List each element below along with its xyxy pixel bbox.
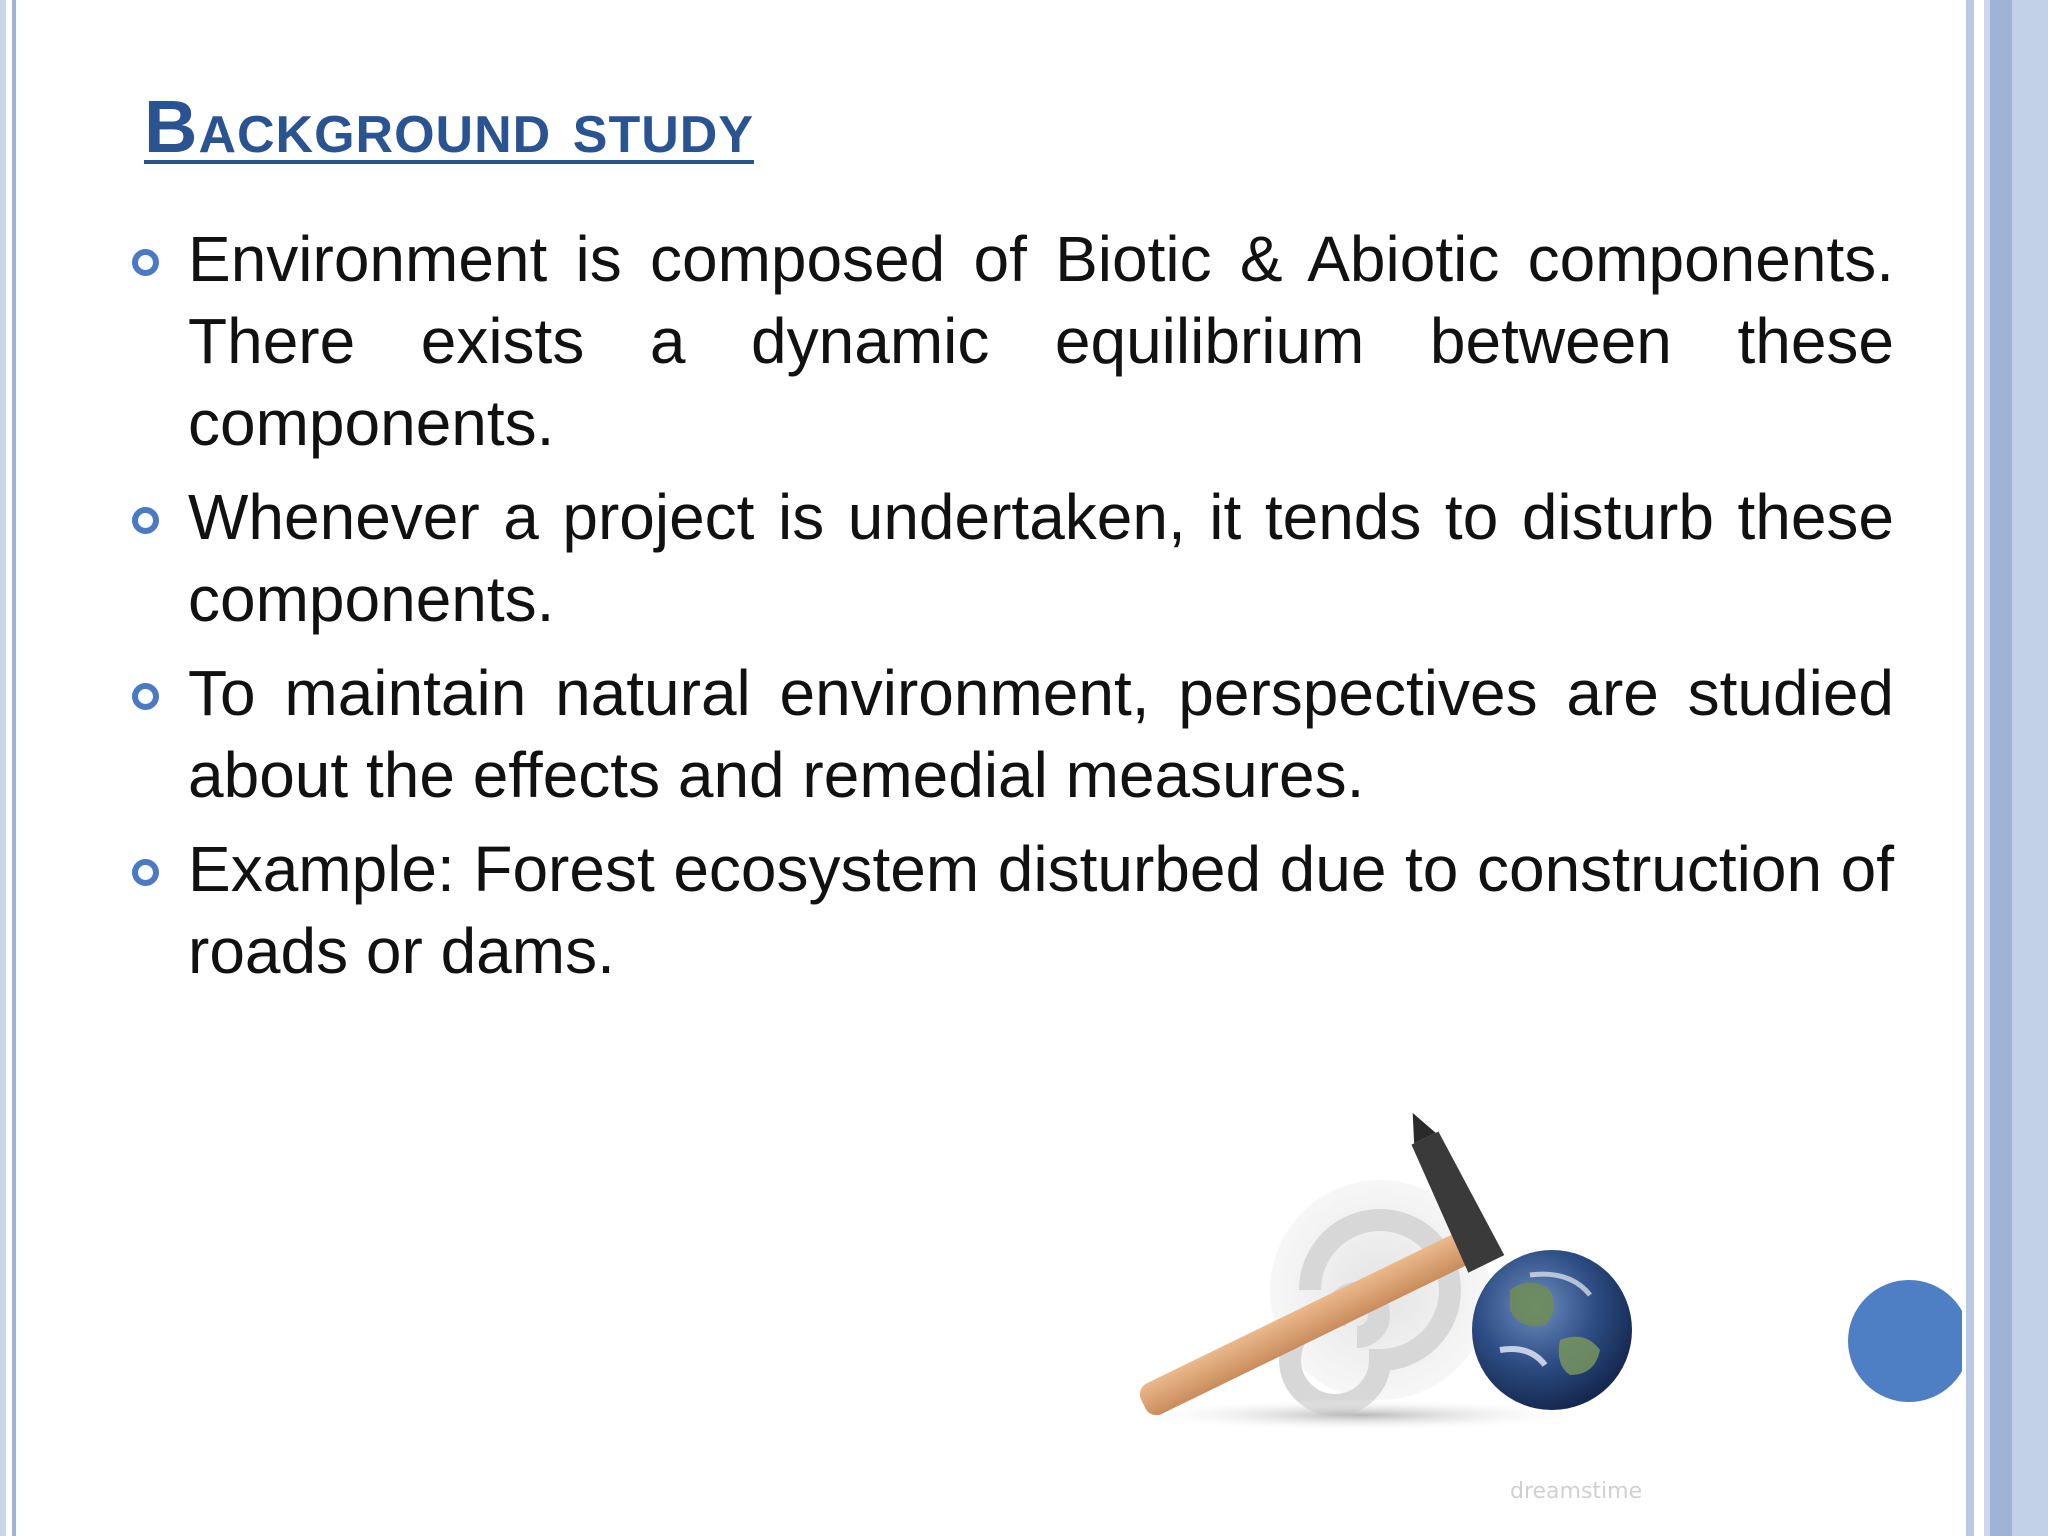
bullet-circle-icon	[132, 859, 159, 886]
bullet-text: Example: Forest ecosystem disturbed due to construction of roads or dams.	[188, 833, 1894, 987]
left-border-outer	[0, 0, 6, 1536]
bullet-item	[130, 476, 1894, 640]
bullet-circle-icon	[132, 507, 159, 534]
decorative-circle	[1848, 1280, 1970, 1402]
bullet-item	[130, 218, 1894, 464]
right-border-band	[1962, 0, 2048, 1536]
left-border-inner	[12, 0, 16, 1536]
bullet-list	[130, 218, 1894, 1004]
bullet-text: Environment is composed of Biotic & Abiotic components. There exists a dynamic equilibrium between these components.	[188, 223, 1894, 459]
bullet-text: To maintain natural environment, perspectives are studied about the effects and remedial measures.	[188, 657, 1894, 811]
slide-title: Background study	[144, 85, 754, 168]
bullet-text: Whenever a project is undertaken, it tends to disturb these components.	[188, 481, 1894, 635]
bullet-item	[130, 652, 1894, 816]
bullet-circle-icon	[132, 249, 159, 276]
slide	[20, 0, 1960, 1536]
watermark: dreamstime	[1510, 1479, 1643, 1504]
bullet-item	[130, 828, 1894, 992]
hammer-earth-icon	[1060, 1010, 1760, 1510]
bullet-circle-icon	[132, 683, 159, 710]
